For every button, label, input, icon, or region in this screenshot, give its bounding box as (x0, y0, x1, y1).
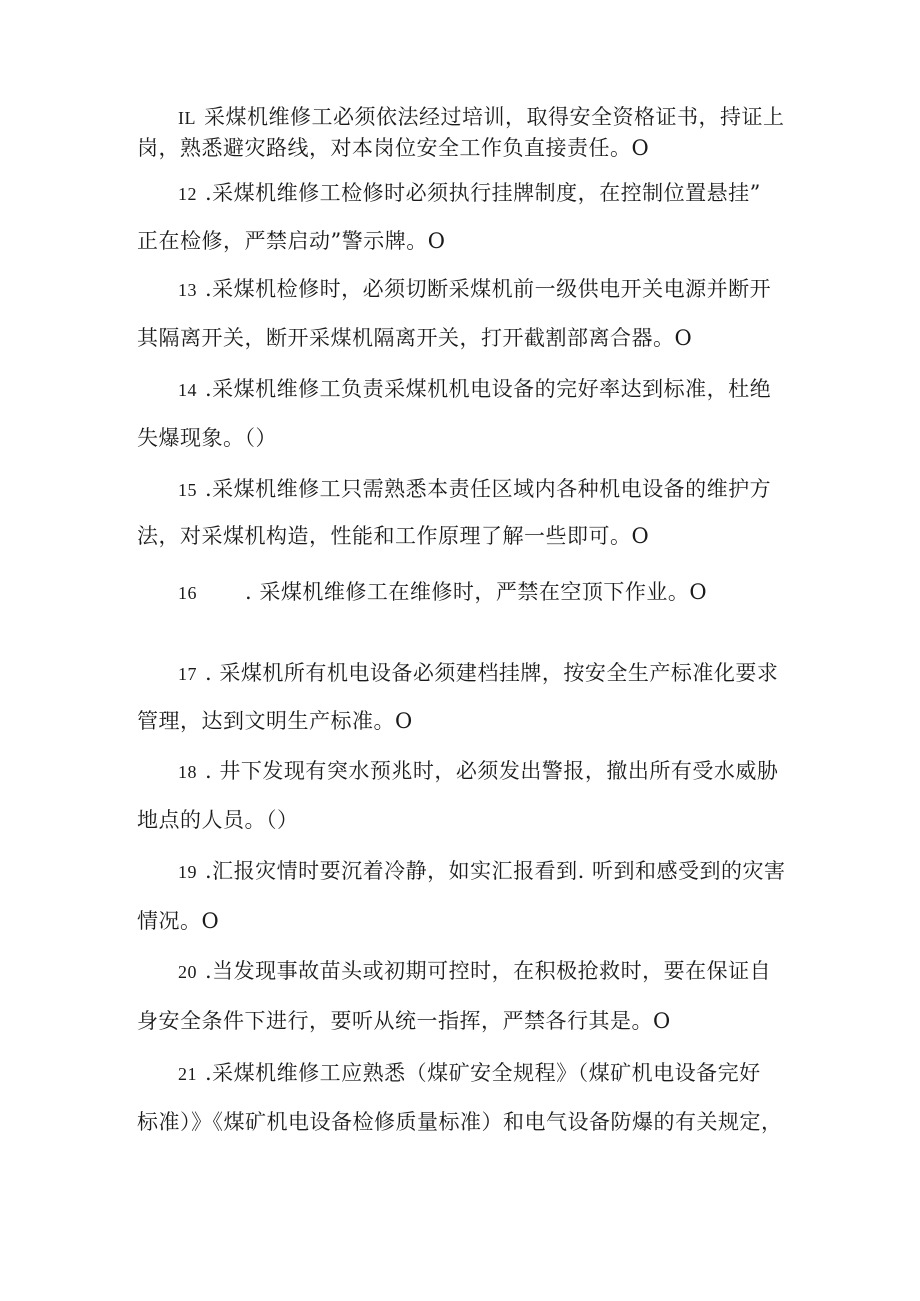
item-17-line-2: 管理，达到文明生产标准。O (137, 709, 413, 733)
item-11-line-2: 岗，熟悉避灾路线，对本岗位安全工作负直接责任。O (137, 136, 650, 160)
item-12-line-2: 正在检修，严禁启动”警示牌。O (137, 229, 446, 253)
item-20-line-2: 身安全条件下进行，要听从统一指挥，严禁各行其是。O (137, 1009, 671, 1033)
item-19-line-2: 情况。O (137, 909, 220, 933)
item-21-line-1 (178, 1058, 798, 1089)
item-12-line-1 (178, 178, 798, 209)
item-text: .当发现事故苗头或初期可控时，在积极抢救时，要在保证自 (205, 959, 772, 983)
item-20-line-1 (178, 956, 798, 987)
item-21-line-2: 标准）》《煤矿机电设备检修质量标准）和电气设备防爆的有关规定， (137, 1110, 783, 1134)
item-number: 12 (178, 184, 197, 204)
item-text: .采煤机维修工应熟悉（煤矿安全规程》（煤矿机电设备完好 (205, 1061, 761, 1085)
item-text: .采煤机维修工负责采煤机机电设备的完好率达到标准，杜绝 (205, 377, 772, 401)
item-18-line-2: 地点的人员。（） (137, 808, 299, 832)
item-text: .采煤机检修时，必须切断采煤机前一级供电开关电源并断开 (205, 277, 772, 301)
item-number: 20 (178, 962, 197, 982)
item-number: 18 (178, 762, 197, 782)
item-number: 13 (178, 280, 197, 300)
item-14-line-1 (178, 374, 798, 405)
item-13-line-1 (178, 274, 798, 305)
item-14-line-2: 失爆现象。（） (137, 426, 277, 450)
item-text: .汇报灾情时要沉着冷静，如实汇报看到. 听到和感受到的灾害 (205, 859, 786, 883)
item-number: 14 (178, 380, 197, 400)
item-15-line-2: 法，对采煤机构造，性能和工作原理了解一些即可。O (137, 524, 650, 548)
item-text: . 采煤机维修工在维修时，严禁在空顶下作业。O (245, 580, 708, 604)
item-text: . 井下发现有突水预兆时，必须发出警报，撤出所有受水威胁 (205, 759, 779, 783)
item-13-line-2: 其隔离开关，断开采煤机隔离开关，打开截割部离合器。O (137, 326, 693, 350)
item-11-line-1 (178, 102, 798, 133)
item-number: 17 (178, 664, 197, 684)
item-17-line-1 (178, 658, 798, 689)
item-text: . 采煤机所有机电设备必须建档挂牌，按安全生产标准化要求 (205, 661, 779, 685)
item-text: .采煤机维修工检修时必须执行挂牌制度，在控制位置悬挂” (205, 181, 761, 205)
item-18-line-1 (178, 756, 798, 787)
item-number: 21 (178, 1064, 197, 1084)
item-number: 16 (178, 583, 197, 603)
item-number: 15 (178, 480, 197, 500)
item-15-line-1 (178, 474, 798, 505)
item-number: IL (178, 108, 196, 128)
item-19-line-1 (178, 856, 798, 887)
item-16-line-1 (178, 577, 798, 608)
item-text: .采煤机维修工只需熟悉本责任区域内各种机电设备的维护方 (205, 477, 772, 501)
item-number: 19 (178, 862, 197, 882)
item-text: 采煤机维修工必须依法经过培训，取得安全资格证书，持证上 (204, 105, 785, 129)
